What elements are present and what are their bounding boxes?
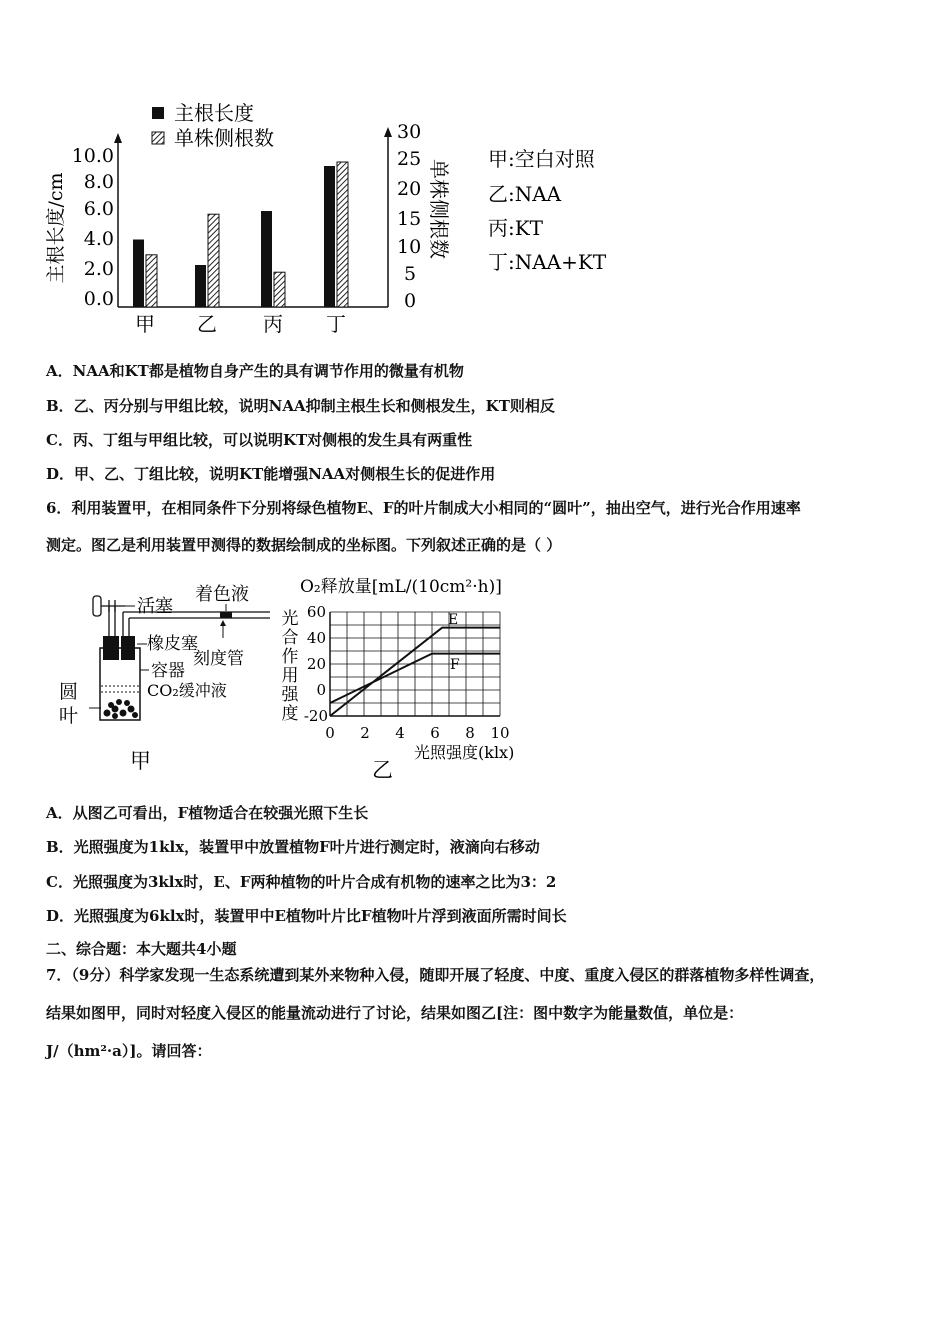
q6-option-b: B．光照强度为1klx，装置甲中放置植物F叶片进行测定时，液滴向右移动 [46, 838, 540, 856]
y-tick: 40 [306, 629, 326, 647]
label-scale-tube: 刻度管 [193, 649, 244, 669]
chart2-ylabel [282, 609, 300, 724]
label-container: 容器 [151, 661, 185, 681]
bar-main-root-length [324, 166, 335, 307]
group-labels [135, 312, 346, 336]
bar-main-root-length [133, 240, 144, 308]
q5-option-a: A．NAA和KT都是植物自身产生的具有调节作用的微量有机物 [46, 362, 464, 380]
left-tick: 4.0 [83, 228, 114, 250]
label-leaf-1: 圆 [59, 681, 79, 703]
q6-option-c: C．光照强度为3klx时，E、F两种植物的叶片合成有机物的速率之比为3：2 [46, 873, 557, 891]
q6-stem-line2: 测定。图乙是利用装置甲测得的数据绘制成的坐标图。下列叙述正确的是（ ） [46, 536, 562, 554]
q5-option-c: C．丙、丁组与甲组比较，可以说明KT对侧根的发生具有两重性 [46, 431, 473, 449]
right-tick: 30 [397, 121, 422, 143]
label-rubber-stopper: 橡皮塞 [147, 634, 198, 654]
q7-stem-line3: J/（hm²·a）]。请回答： [46, 1042, 212, 1060]
legend-label-lateral-root: 单株侧根数 [174, 126, 274, 150]
ylabel-char: 光 [281, 609, 299, 629]
bar-lateral-root-count [146, 255, 157, 307]
left-tick: 8.0 [83, 171, 114, 193]
legend-swatch-solid [152, 107, 164, 119]
bar-series [133, 162, 348, 307]
x-tick: 6 [430, 724, 440, 742]
leaf-discs [104, 699, 139, 719]
label-leaf-2: 叶 [59, 705, 79, 727]
right-tick: 10 [397, 236, 422, 258]
q5-option-d: D．甲、乙、丁组比较，说明KT能增强NAA对侧根生长的促进作用 [46, 465, 496, 483]
y-tick: -20 [303, 707, 328, 725]
chart2-x-ticks [325, 724, 509, 742]
legend-label-main-root: 主根长度 [174, 101, 254, 125]
q6-option-a: A．从图乙可看出，F植物适合在较强光照下生长 [46, 804, 369, 822]
group-label-bing: 丙 [263, 312, 283, 336]
x-tick: 4 [395, 724, 405, 742]
chart2-y-ticks [304, 603, 328, 725]
group-label-ding: 丁 [326, 312, 346, 336]
key-yi: 乙:NAA [488, 182, 562, 206]
bar-lateral-root-count [337, 162, 348, 307]
root-growth-bar-chart [40, 95, 640, 340]
bar-main-root-length [261, 211, 272, 307]
label-colored-liquid: 着色液 [195, 584, 249, 605]
left-tick: 2.0 [83, 258, 114, 280]
x-tick: 2 [360, 724, 370, 742]
right-tick: 0 [404, 290, 417, 312]
y-tick: 20 [306, 655, 326, 673]
label-piston: 活塞 [137, 596, 173, 617]
left-axis-label: 主根长度/cm [45, 172, 67, 284]
chart2-title: O₂释放量[mL/(10cm²·h)] [300, 577, 502, 597]
q5-option-b: B．乙、丙分别与甲组比较，说明NAA抑制主根生长和侧根发生，KT则相反 [46, 397, 555, 415]
group-key [488, 147, 607, 274]
left-tick: 0.0 [83, 288, 114, 310]
group-label-jia: 甲 [135, 312, 155, 336]
chart2-caption: 乙 [372, 758, 393, 782]
group-label-yi: 乙 [197, 312, 217, 336]
ylabel-char: 合 [281, 628, 299, 648]
q6-option-d: D．光照强度为6klx时，装置甲中E植物叶片比F植物叶片浮到液面所需时间长 [46, 907, 567, 925]
left-tick: 10.0 [71, 145, 114, 167]
key-bing: 丙:KT [488, 216, 544, 240]
q7-stem-line1: 7．（9分）科学家发现一生态系统遭到某外来物种入侵，随即开展了轻度、中度、重度入侵区的群落植物多样性调查， [46, 966, 825, 984]
legend-swatch-hatched [152, 132, 164, 144]
key-ding: 丁:NAA+KT [488, 250, 607, 274]
photosynthesis-line-chart [272, 572, 532, 782]
y-tick: 0 [316, 681, 326, 699]
right-tick: 15 [397, 208, 422, 230]
ylabel-char: 度 [281, 704, 299, 724]
label-co2-buffer: CO₂缓冲液 [147, 681, 227, 700]
right-tick: 20 [397, 178, 422, 200]
q7-stem-line2: 结果如图甲，同时对轻度入侵区的能量流动进行了讨论，结果如图乙[注：图中数字为能量数值，单位是： [46, 1004, 744, 1022]
ylabel-char: 作 [281, 647, 299, 667]
ylabel-char: 用 [281, 666, 299, 686]
apparatus-diagram [55, 578, 290, 778]
series-label-e: E [448, 612, 459, 628]
right-axis-ticks [397, 121, 421, 312]
left-axis-ticks [72, 145, 114, 310]
x-tick: 8 [465, 724, 475, 742]
x-tick: 0 [325, 724, 335, 742]
bar-main-root-length [195, 265, 206, 307]
right-axis-label: 单株侧根数 [427, 159, 451, 259]
apparatus-caption: 甲 [130, 749, 151, 773]
key-jia: 甲:空白对照 [488, 147, 595, 171]
right-tick: 5 [404, 263, 417, 285]
ylabel-char: 强 [281, 685, 299, 705]
x-tick: 10 [490, 724, 510, 742]
left-tick: 6.0 [83, 198, 114, 220]
chart2-xlabel: 光照强度(klx) [414, 743, 515, 762]
q6-stem-line1: 6．利用装置甲，在相同条件下分别将绿色植物E、F的叶片制成大小相同的“圆叶”，抽出空气，进行光合作用速率 [46, 499, 801, 517]
bar-lateral-root-count [208, 214, 219, 307]
section-heading: 二、综合题：本大题共4小题 [46, 940, 237, 958]
bar-lateral-root-count [274, 272, 285, 307]
right-tick: 25 [397, 148, 422, 170]
series-label-f: F [450, 657, 460, 673]
y-tick: 60 [306, 603, 326, 621]
